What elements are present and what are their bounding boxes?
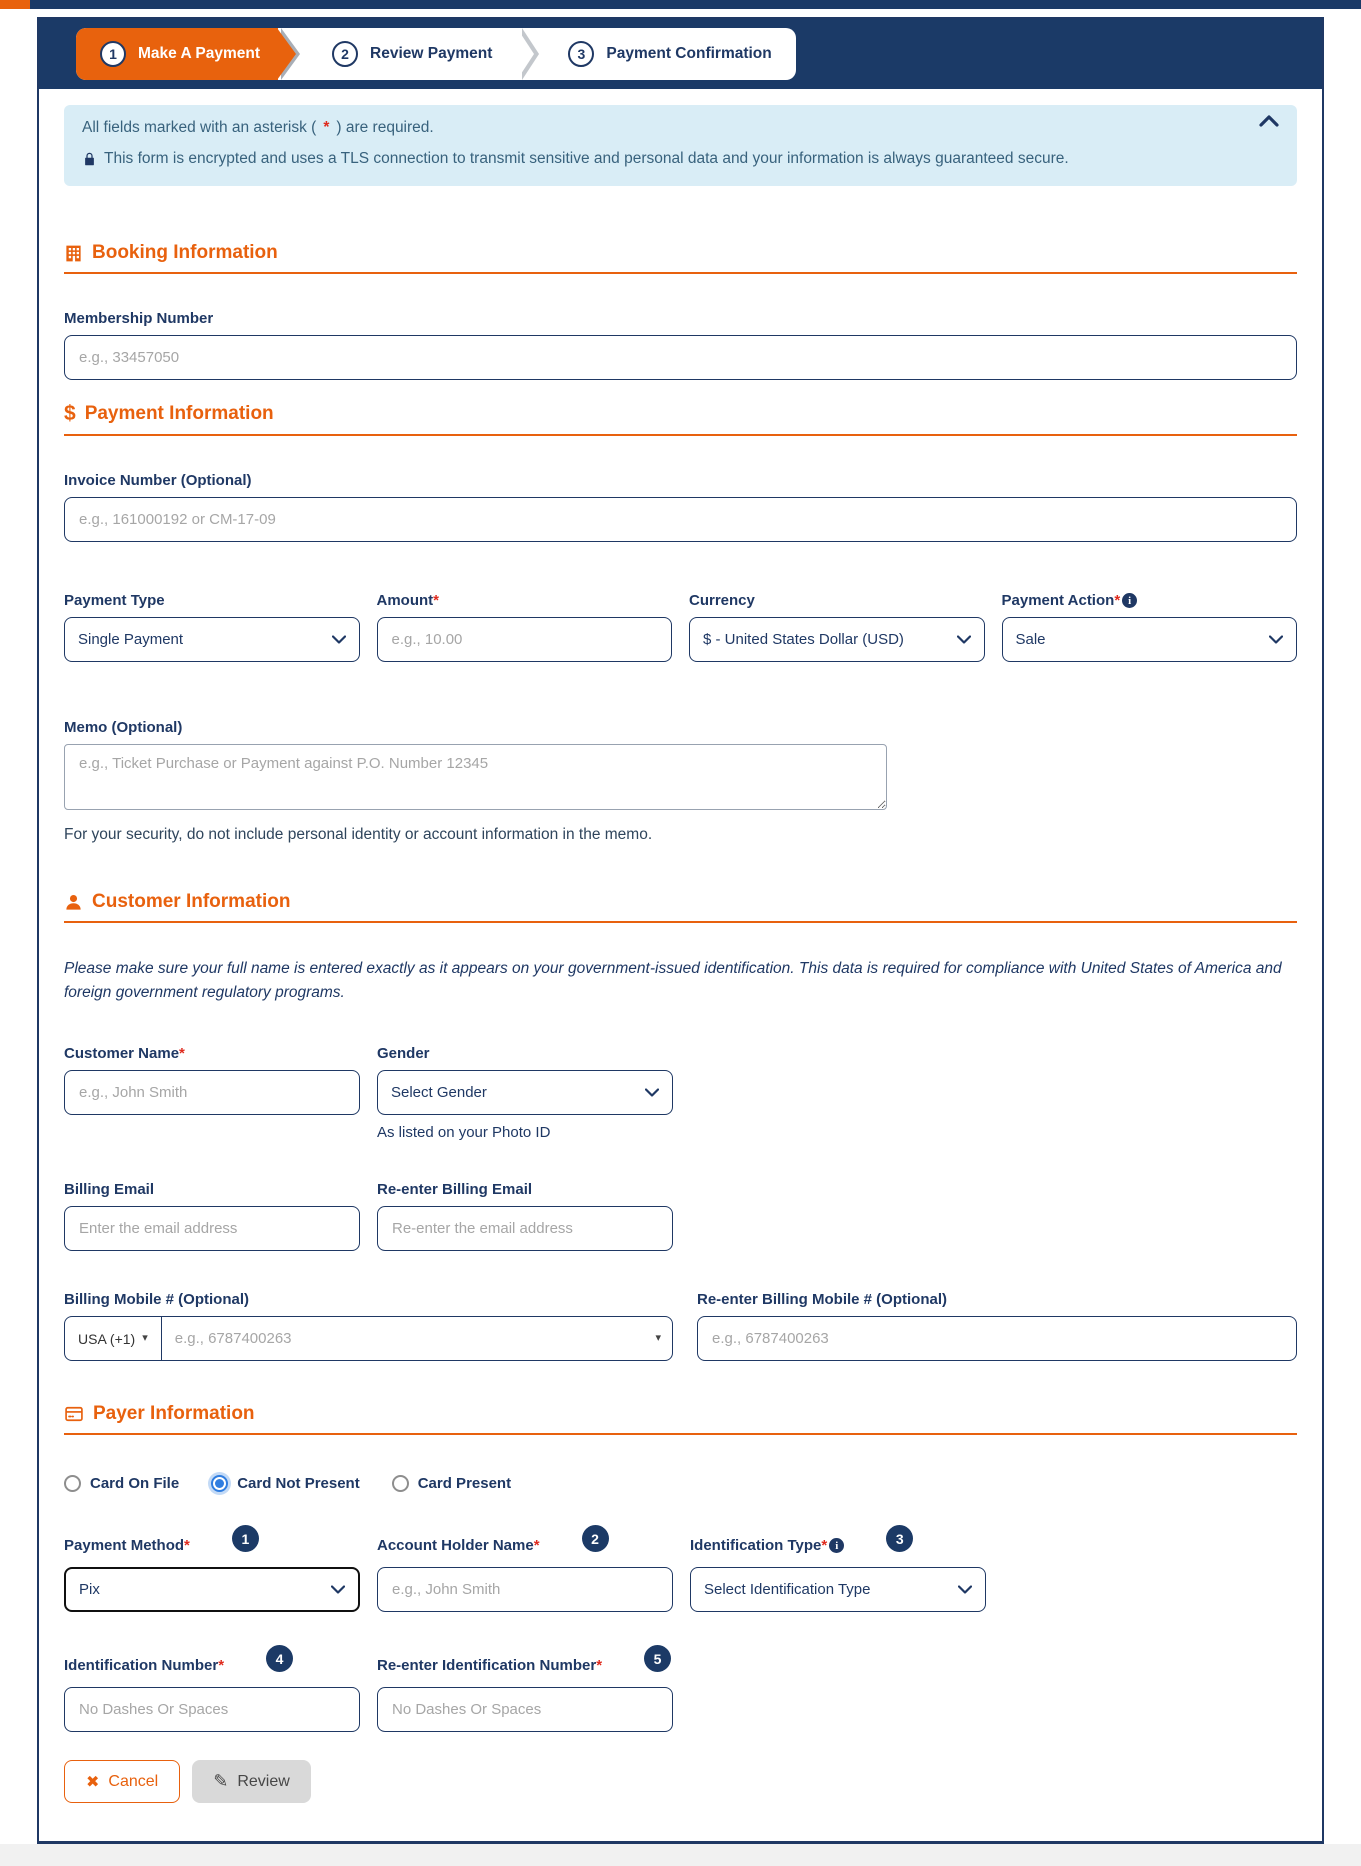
radio-card-present-label: Card Present: [417, 1475, 512, 1493]
top-accent-orange-segment: [0, 0, 30, 9]
payment-action-value: Sale: [1015, 631, 1046, 648]
dollar-icon: $: [64, 402, 76, 425]
customer-divider: [64, 921, 1297, 923]
booking-divider: [64, 272, 1297, 274]
identification-number-input[interactable]: [64, 1687, 360, 1732]
step-payment-confirmation[interactable]: [544, 28, 795, 80]
payment-action-field: [1002, 592, 1298, 662]
form-body: [39, 89, 1322, 1803]
amount-label-text: Amount: [376, 592, 434, 609]
radio-circle-unchecked[interactable]: [392, 1475, 409, 1492]
memo-label: [64, 719, 1297, 736]
booking-section-title: [64, 242, 1297, 264]
payment-action-required-asterisk: *: [1114, 592, 1121, 609]
customer-disclaimer: Please make sure your full name is entered exactly as it appears on your government-issued identification. This data is required for compliance with United States of America and foreign government regulatory programs.: [64, 960, 1282, 1002]
payment-type-select[interactable]: [64, 617, 360, 662]
collapse-notice-button[interactable]: [1255, 111, 1283, 134]
billing-mobile-row: [64, 1291, 1297, 1361]
radio-card-on-file[interactable]: [64, 1475, 179, 1492]
identification-type-select[interactable]: [690, 1567, 986, 1612]
payment-action-label-text: Payment Action: [1001, 592, 1115, 609]
billing-mobile-field: [64, 1291, 673, 1361]
page-footer-strip: [0, 1844, 1361, 1866]
booking-title-text: Booking Information: [92, 242, 278, 263]
chevron-down-icon: [332, 635, 346, 644]
person-icon: [64, 893, 83, 912]
radio-card-on-file-label: Card On File: [90, 1475, 180, 1493]
building-icon: [64, 244, 83, 263]
currency-select[interactable]: [689, 617, 985, 662]
payment-method-field: [64, 1532, 360, 1612]
notice-required-line: [82, 119, 1279, 137]
memo-security-note: For your security, do not include personal identity or account information in the memo.: [64, 826, 653, 843]
payment-type-label: [64, 592, 360, 609]
invoice-number-input[interactable]: [64, 497, 1297, 542]
payer-method-row: [64, 1532, 1297, 1612]
gender-field: [377, 1045, 673, 1141]
amount-input[interactable]: [377, 617, 673, 662]
security-notice: [64, 105, 1297, 186]
notice-tls-line: [82, 150, 1279, 168]
top-accent-navy-segment: [30, 0, 1361, 9]
identification-type-field: [690, 1532, 986, 1612]
billing-email-row: [64, 1181, 1297, 1251]
radio-circle-checked[interactable]: [211, 1475, 228, 1492]
progress-stepper: [76, 28, 796, 80]
currency-label: [689, 592, 985, 609]
reenter-identification-number-input[interactable]: [377, 1687, 673, 1732]
payment-method-label: [64, 1532, 360, 1559]
top-accent-bar: [0, 0, 1361, 9]
radio-card-not-present[interactable]: [211, 1475, 360, 1492]
step-badge-5: 5: [644, 1645, 671, 1672]
country-code-value: USA (+1): [78, 1330, 136, 1347]
credit-card-icon: [64, 1404, 84, 1424]
billing-email-input[interactable]: [64, 1206, 360, 1251]
form-actions: [64, 1760, 1297, 1803]
payment-action-select[interactable]: [1002, 617, 1298, 662]
amount-required-asterisk: *: [433, 592, 439, 609]
caret-down-icon: ▾: [142, 1332, 148, 1345]
identification-number-field: [64, 1652, 360, 1732]
step-2-label: Review Payment: [370, 45, 493, 62]
customer-name-field: [64, 1045, 360, 1141]
customer-section-title: [64, 891, 1297, 913]
payer-title-text: Payer Information: [93, 1403, 255, 1425]
step-review-payment[interactable]: [302, 28, 516, 80]
amount-label: [377, 592, 673, 609]
identification-type-label-text: Identification Type: [690, 1537, 822, 1555]
customer-name-label: [64, 1045, 360, 1062]
customer-name-required-asterisk: *: [179, 1045, 185, 1063]
chevron-up-icon: [1259, 115, 1279, 127]
payer-section-title: [64, 1403, 1297, 1425]
identification-type-required-asterisk: *: [821, 1537, 828, 1555]
billing-email-label: [64, 1181, 360, 1198]
invoice-number-label: [64, 472, 1297, 489]
payment-type-field: [64, 592, 360, 662]
chevron-down-icon: [957, 635, 971, 644]
step-badge-1: 1: [232, 1525, 259, 1552]
reenter-billing-email-input[interactable]: [377, 1206, 673, 1251]
reenter-identification-number-required-asterisk: *: [596, 1657, 603, 1675]
invoice-number-label-text: Invoice Number (Optional): [64, 472, 252, 489]
reenter-billing-email-field: [377, 1181, 673, 1251]
radio-circle-unchecked[interactable]: [64, 1475, 81, 1492]
reenter-identification-number-label: [377, 1652, 673, 1679]
reenter-identification-number-field: [377, 1652, 673, 1732]
billing-mobile-label: [64, 1291, 673, 1308]
memo-textarea[interactable]: [64, 744, 887, 810]
customer-name-input[interactable]: [64, 1070, 360, 1115]
membership-number-label: [64, 310, 1297, 327]
lock-icon: [82, 151, 97, 167]
step-3-label: Payment Confirmation: [606, 45, 772, 62]
info-icon[interactable]: i: [829, 1538, 844, 1553]
step-make-a-payment[interactable]: [76, 28, 278, 80]
review-button-label: Review: [237, 1772, 290, 1790]
reenter-identification-number-label-text: Re-enter Identification Number: [377, 1657, 597, 1675]
billing-mobile-compound-input: [64, 1316, 673, 1361]
gender-label: [377, 1045, 673, 1062]
step-badge-4: 4: [266, 1645, 293, 1672]
account-holder-input[interactable]: [377, 1567, 673, 1612]
account-holder-required-asterisk: *: [533, 1537, 540, 1555]
identification-type-label: [690, 1532, 986, 1559]
stepper-chevron-separator: [516, 28, 544, 80]
memo-label-text: Memo (Optional): [64, 719, 183, 736]
membership-number-label-text: Membership Number: [64, 310, 214, 327]
payer-divider: [64, 1433, 1297, 1435]
country-code-selector[interactable]: [65, 1317, 162, 1360]
step-1-label: Make A Payment: [138, 45, 261, 62]
identification-number-label: [64, 1652, 360, 1679]
payment-divider: [64, 434, 1297, 436]
payment-type-value: Single Payment: [78, 631, 184, 648]
currency-value: $ - United States Dollar (USD): [703, 631, 904, 648]
identification-number-row: [64, 1652, 1297, 1732]
chevron-down-icon: [331, 1585, 345, 1594]
caret-down-icon[interactable]: ▾: [655, 1332, 661, 1345]
gender-label-text: Gender: [377, 1045, 430, 1063]
payment-method-value: Pix: [79, 1581, 100, 1599]
account-holder-field: [377, 1532, 673, 1612]
step-3-number: 3: [568, 41, 594, 67]
payment-title-text: Payment Information: [84, 403, 274, 424]
billing-mobile-input[interactable]: [162, 1317, 652, 1360]
step-1-number: 1: [100, 41, 126, 67]
currency-field: [689, 592, 985, 662]
payment-action-label: [1002, 592, 1298, 609]
payment-form-card: [37, 17, 1324, 1844]
billing-mobile-label-text: Billing Mobile # (Optional): [64, 1291, 249, 1309]
notice-required-text-pre: All fields marked with an asterisk (: [82, 119, 317, 136]
cancel-button-label: Cancel: [108, 1772, 159, 1790]
top-gap: [0, 9, 1361, 17]
currency-label-text: Currency: [689, 592, 755, 609]
payment-method-select[interactable]: [64, 1567, 360, 1612]
stepper-header: [39, 19, 1322, 89]
customer-title-text: Customer Information: [92, 891, 291, 912]
info-icon[interactable]: i: [1122, 593, 1137, 608]
billing-email-label-text: Billing Email: [64, 1181, 155, 1199]
reenter-billing-mobile-label-text: Re-enter Billing Mobile # (Optional): [697, 1291, 948, 1309]
chevron-down-icon: [958, 1585, 972, 1594]
membership-number-input[interactable]: [64, 335, 1297, 380]
notice-required-text-post: ) are required.: [336, 119, 434, 136]
account-holder-label-text: Account Holder Name: [377, 1537, 534, 1555]
account-holder-label: [377, 1532, 673, 1559]
gender-value: Select Gender: [391, 1084, 487, 1102]
notice-tls-text: This form is encrypted and uses a TLS connection to transmit sensitive and personal data and your information is always guaranteed secure.: [104, 150, 1069, 167]
reenter-billing-mobile-field: [697, 1291, 1297, 1361]
reenter-billing-mobile-input[interactable]: [697, 1316, 1297, 1361]
x-icon: ✖: [86, 1773, 100, 1791]
amount-field: [377, 592, 673, 662]
step-badge-2: 2: [582, 1525, 609, 1552]
chevron-down-icon: [1269, 635, 1283, 644]
payment-type-label-text: Payment Type: [64, 592, 165, 609]
radio-card-not-present-label: Card Not Present: [237, 1475, 360, 1493]
pencil-icon: ✎: [213, 1771, 229, 1792]
identification-number-required-asterisk: *: [218, 1657, 225, 1675]
payment-fields-row: [64, 592, 1297, 662]
reenter-billing-mobile-label: [697, 1291, 1297, 1308]
reenter-billing-email-label-text: Re-enter Billing Email: [377, 1181, 533, 1199]
card-mode-radio-group: [64, 1475, 1297, 1492]
required-asterisk: *: [323, 119, 330, 136]
chevron-down-icon: [645, 1088, 659, 1097]
gender-note: As listed on your Photo ID: [377, 1124, 551, 1142]
step-badge-3: 3: [886, 1525, 913, 1552]
payment-method-label-text: Payment Method: [64, 1537, 185, 1555]
identification-type-value: Select Identification Type: [704, 1581, 871, 1599]
radio-card-present[interactable]: [392, 1475, 511, 1492]
payment-method-required-asterisk: *: [184, 1537, 190, 1555]
reenter-billing-email-label: [377, 1181, 673, 1198]
step-2-number: 2: [332, 41, 358, 67]
customer-name-label-text: Customer Name: [64, 1045, 180, 1063]
billing-email-field: [64, 1181, 360, 1251]
cancel-button[interactable]: [64, 1760, 180, 1803]
review-button[interactable]: [192, 1760, 311, 1803]
gender-select[interactable]: [377, 1070, 673, 1115]
payment-section-title: [64, 402, 1297, 426]
identification-number-label-text: Identification Number: [64, 1657, 219, 1675]
customer-name-row: [64, 1045, 1297, 1141]
